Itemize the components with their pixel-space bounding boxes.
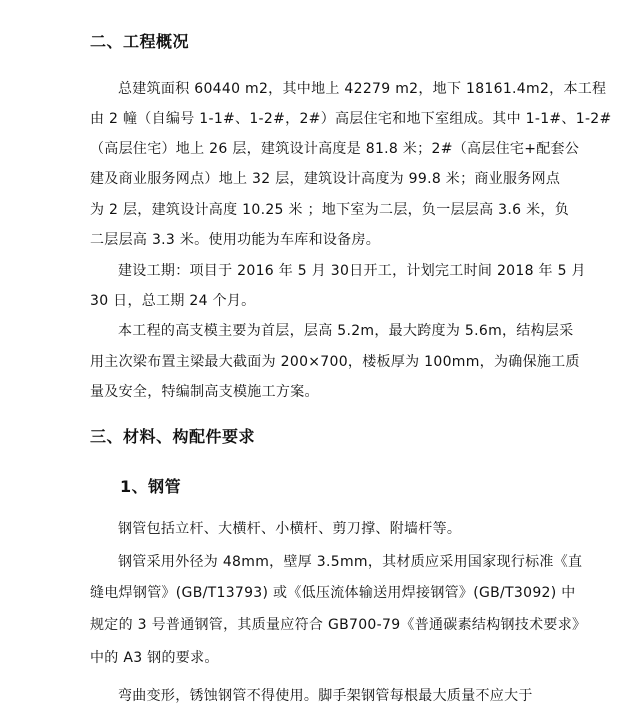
paragraph-line: 二层层高 3.3 米。使用功能为车库和设备房。 (90, 232, 381, 248)
paragraph-line: 钢管包括立杆、大横杆、小横杆、剪刀撑、附墙杆等。 (118, 521, 462, 537)
paragraph-line: 为 2 层，建筑设计高度 10.25 米 ；地下室为二层，负一层层高 3.6 米，负 (90, 202, 570, 218)
section-heading-materials: 三、材料、构配件要求 (90, 427, 256, 446)
paragraph-line: 量及安全，特编制高支模施工方案。 (90, 384, 319, 400)
subsection-heading-steel-pipe: 1、钢管 (120, 477, 182, 496)
paragraph-line: 建设工期：项目于 2016 年 5 月 30日开工，计划完工时间 2018 年 5 月 (118, 263, 586, 279)
paragraph-line: 30 日，总工期 24 个月。 (90, 293, 256, 309)
paragraph-line: 建及商业服务网点）地上 32 层，建筑设计高度为 99.8 米；商业服务网点 (90, 171, 561, 187)
paragraph-line: 中的 A3 钢的要求。 (90, 650, 219, 666)
paragraph-line: 本工程的高支模主要为首层，层高 5.2m，最大跨度为 5.6m，结构层采 (118, 323, 574, 339)
paragraph-line: 由 2 幢（自编号 1-1#、1-2#，2#）高层住宅和地下室组成。其中 1-1#、1-2# (90, 111, 612, 127)
paragraph-line: 用主次梁布置主梁最大截面为 200×700，楼板厚为 100mm，为确保施工质 (90, 354, 580, 370)
paragraph-line: 钢管采用外径为 48mm，壁厚 3.5mm，其材质应采用国家现行标准《直 (118, 554, 583, 570)
section-heading-overview: 二、工程概况 (90, 32, 190, 51)
paragraph-line: （高层住宅）地上 26 层，建筑设计高度是 81.8 米；2#（高层住宅+配套公 (90, 141, 580, 157)
paragraph-line: 弯曲变形，锈蚀钢管不得使用。脚手架钢管每根最大质量不应大于 (118, 688, 533, 704)
paragraph-line: 缝电焊钢管》(GB/T13793) 或《低压流体输送用焊接钢管》(GB/T3092) 中 (90, 585, 576, 601)
paragraph-line: 总建筑面积 60440 m2，其中地上 42279 m2，地下 18161.4m2，本工程 (118, 81, 607, 97)
paragraph-line: 规定的 3 号普通钢管，其质量应符合 GB700-79《普通碳素结构钢技术要求》 (90, 617, 587, 633)
